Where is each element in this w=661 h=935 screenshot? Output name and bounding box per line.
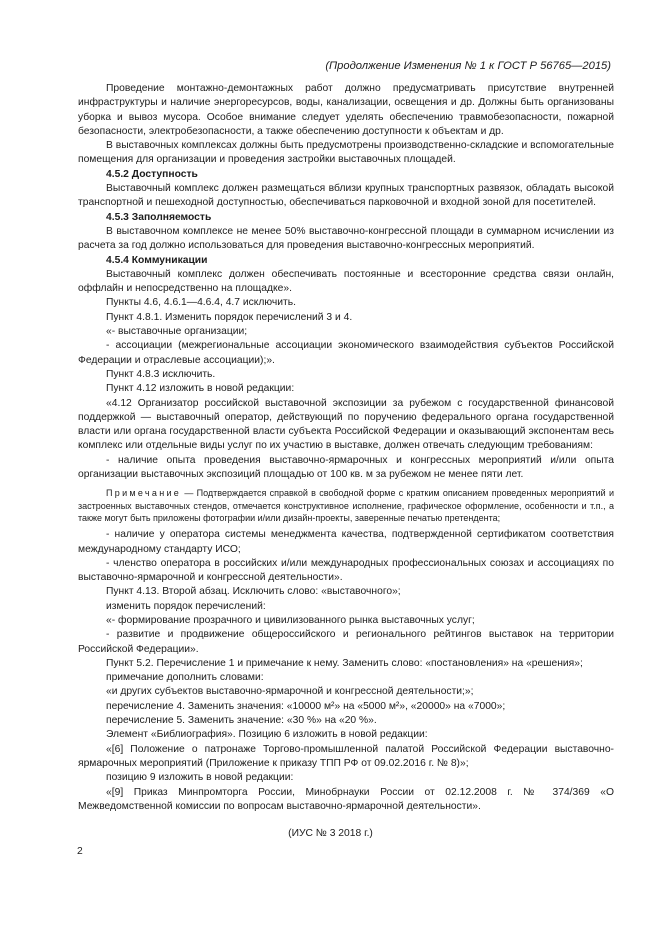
paragraph: «[9] Приказ Минпромторга России, Минобрнауки России от 02.12.2008 г. № 374/369 «О Межведомственной комиссии по вопросам выставочно-ярмарочной деятельности». bbox=[78, 786, 614, 812]
paragraph: - наличие у оператора системы менеджмента качества, подтвержденной сертификатом соответствия международному стандарту ИСО; bbox=[78, 529, 614, 555]
paragraph: перечисление 5. Заменить значение: «30 %» на «20 %». bbox=[106, 715, 377, 727]
paragraph: - наличие опыта проведения выставочно-ярмарочных и конгрессных мероприятий и/или опыта организации выставочных экспозиций площадью от 100 кв. м за рубежом не менее пяти лет. bbox=[78, 454, 614, 481]
paragraph: «[6] Положение о патронаже Торгово-промышленной палатой Российской Федерации выставочно-ярмарочных мероприятий (Приложение к приказу ТПП РФ от 09.02.2016 г. № 8)»; bbox=[78, 743, 614, 769]
note-paragraph bbox=[78, 487, 614, 524]
paragraph: Проведение монтажно-демонтажных работ должно предусматривать присутствие внутренней инфраструктуры и наличие энергоресурсов, воды, канализации, освещения и др. Должны быть организованы уборка и вывоз мусора. Особое внимание следует уделять обеспечению травмобезопасности, пожарной безопасности, электробезопасности, а также обеспечению доступности к объектам и др. bbox=[78, 83, 614, 137]
paragraph: Элемент «Библиография». Позицию 6 изложить в новой редакции: bbox=[106, 729, 428, 741]
paragraph: позицию 9 изложить в новой редакции: bbox=[106, 772, 294, 784]
paragraph: «- формирование прозрачного и цивилизованного рынка выставочных услуг; bbox=[106, 614, 475, 626]
paragraph: Пункт 4.12 изложить в новой редакции: bbox=[106, 383, 295, 395]
paragraph: - развитие и продвижение общероссийского и регионального рейтингов выставок на территории Российской Федерации». bbox=[78, 629, 614, 655]
paragraph: - членство оператора в российских и/или международных профессиональных союзах и ассоциациях по выставочно-ярмарочной и конгрессной деятельности». bbox=[78, 557, 614, 584]
paragraph: Выставочный комплекс должен обеспечивать постоянные и всесторонние средства связи онлайн, оффлайн и непосредственно на площадке». bbox=[78, 268, 614, 295]
paragraph: «4.12 Организатор российской выставочной экспозиции за рубежом с государственной финансовой поддержкой — выставочный оператор, действующий по поручению федерального органа государственной власти или органа государственной власти субъекта Российской Федерации и оказывающий экспонентам весь комплекс или отдельные виды услуг по их участию в выставке, должен отвечать следующим требованиям: bbox=[78, 397, 614, 452]
paragraph: Пункт 4.13. Второй абзац. Исключить слово: «выставочного»; bbox=[106, 586, 401, 598]
note-label: Примечание bbox=[106, 488, 182, 499]
paragraph: Выставочный комплекс должен размещаться вблизи крупных транспортных развязок, обладать высокой транспортной и пешеходной доступностью, обеспечиваться парковочной и входной зоной для посетителей. bbox=[78, 183, 614, 209]
running-header: (Продолжение Изменения № 1 к ГОСТ Р 56765—2015) bbox=[325, 60, 611, 72]
paragraph: «- выставочные организации; bbox=[106, 326, 248, 338]
paragraph: перечисление 4. Заменить значения: «10000 м²» на «5000 м²», «20000» на «7000»; bbox=[106, 700, 506, 712]
page-number: 2 bbox=[77, 846, 83, 857]
paragraph: Пункт 4.8.1. Изменить порядок перечислений 3 и 4. bbox=[106, 311, 353, 323]
paragraph: Пункты 4.6, 4.6.1—4.6.4, 4.7 исключить. bbox=[106, 297, 296, 309]
section-heading: 4.5.3 Заполняемость bbox=[106, 211, 212, 223]
paragraph: В выставочных комплексах должны быть предусмотрены производственно-складские и вспомогательные помещения для организации и проведения застройки выставочных площадей. bbox=[78, 140, 614, 166]
note-text: — Подтверждается справкой в свободной форме с кратким описанием проведенных мероприятий и застроенных выставочных стендов, отмечается конструктивное исполнение, графическое оформление, особенности и т.п., а также могут быть приложены фотографии и/или дизайн-проекты, заверенные печатью претендента; bbox=[78, 488, 614, 523]
paragraph: - ассоциации (межрегиональные ассоциации экономического взаимодействия субъектов Российской Федерации и отраслевые ассоциации);». bbox=[78, 340, 614, 366]
paragraph: В выставочном комплексе не менее 50% выставочно-конгрессной площади в суммарном исчислении из расчета за год должно использоваться для проведения выставочно-конгрессных мероприятий. bbox=[78, 225, 614, 252]
paragraph: Пункт 4.8.3 исключить. bbox=[106, 368, 216, 380]
section-heading: 4.5.4 Коммуникации bbox=[106, 254, 208, 266]
paragraph: изменить порядок перечислений: bbox=[106, 600, 266, 612]
paragraph: примечание дополнить словами: bbox=[106, 672, 264, 684]
paragraph: «и других субъектов выставочно-ярмарочной и конгрессной деятельности;»; bbox=[106, 686, 474, 698]
section-heading: 4.5.2 Доступность bbox=[106, 168, 198, 180]
document-body bbox=[78, 82, 614, 814]
issue-reference: (ИУС № 3 2018 г.) bbox=[288, 828, 373, 839]
paragraph: Пункт 5.2. Перечисление 1 и примечание к нему. Заменить слово: «постановления» на «решения»; bbox=[106, 657, 583, 669]
